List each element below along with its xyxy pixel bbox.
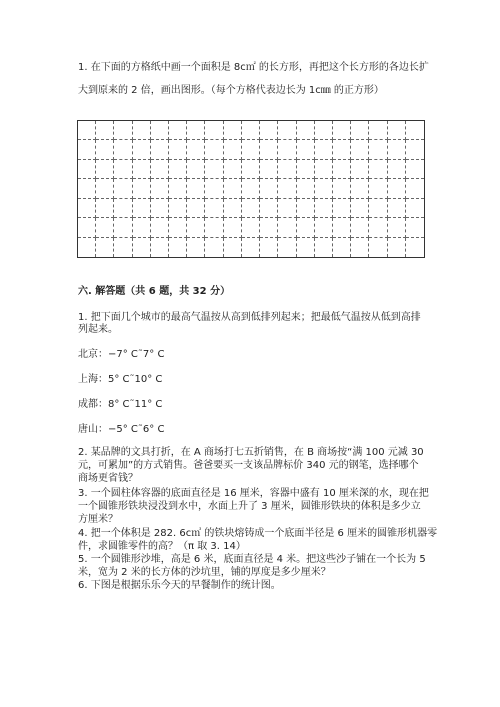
grid-cell bbox=[96, 179, 114, 198]
grid-cell bbox=[351, 160, 369, 179]
grid-cell bbox=[315, 218, 333, 237]
grid-cell bbox=[205, 179, 223, 198]
grid-cell bbox=[96, 218, 114, 237]
grid-cell bbox=[78, 218, 96, 237]
grid-cell bbox=[205, 218, 223, 237]
grid-cell bbox=[388, 121, 406, 140]
grid-cell bbox=[242, 160, 260, 179]
grid-cell bbox=[278, 179, 296, 198]
grid-cell bbox=[333, 179, 351, 198]
grid-cell bbox=[169, 140, 187, 159]
grid-cell bbox=[78, 121, 96, 140]
grid-cell bbox=[242, 218, 260, 237]
grid-cell bbox=[369, 199, 387, 218]
grid-cell bbox=[205, 199, 223, 218]
p2-text-line-2: 元，可累加”的方式销售。爸爸要买一支该品牌标价 340 元的钢笔，选择哪个 bbox=[78, 460, 419, 471]
grid-cell bbox=[297, 199, 315, 218]
grid-cell bbox=[114, 199, 132, 218]
grid-cell bbox=[351, 140, 369, 159]
q1-text-line-1: 1. 在下面的方格纸中画一个面积是 8c㎡ 的长方形，再把这个长方形的各边长扩 bbox=[78, 62, 429, 73]
grid-cell bbox=[224, 179, 242, 198]
grid-cell bbox=[369, 121, 387, 140]
grid-cell bbox=[96, 160, 114, 179]
p3-text-line-2: 一个圆锥形铁块浸没到水中，水面上升了 3 厘米，圆锥形铁块的体积是多少立 bbox=[78, 501, 421, 512]
grid-cell bbox=[78, 238, 96, 257]
grid-cell bbox=[169, 218, 187, 237]
grid-cell bbox=[388, 140, 406, 159]
grid-cell bbox=[114, 218, 132, 237]
grid-cell bbox=[369, 160, 387, 179]
grid-cell bbox=[78, 199, 96, 218]
grid-cell bbox=[260, 160, 278, 179]
grid-cell bbox=[369, 179, 387, 198]
grid-cell bbox=[406, 238, 424, 257]
p2-text-line-1: 2. 某品牌的文具打折，在 A 商场打七五折销售，在 B 商场按“满 100 元减 30 bbox=[78, 447, 424, 458]
grid-cell bbox=[260, 199, 278, 218]
grid-cell bbox=[315, 179, 333, 198]
grid-cell bbox=[278, 238, 296, 257]
grid-cell bbox=[315, 238, 333, 257]
city-temp-chengdu: 成都：8° C˜11° C bbox=[78, 399, 163, 410]
grid-cell bbox=[278, 160, 296, 179]
grid-cell bbox=[133, 160, 151, 179]
grid-cell bbox=[205, 238, 223, 257]
grid-cell bbox=[169, 121, 187, 140]
grid-cell bbox=[260, 238, 278, 257]
grid-cell bbox=[406, 179, 424, 198]
grid-cell bbox=[333, 218, 351, 237]
grid-cell bbox=[406, 160, 424, 179]
grid-cell bbox=[133, 218, 151, 237]
grid-cell bbox=[406, 121, 424, 140]
p3-text-line-3: 方厘米？ bbox=[78, 514, 118, 525]
city-temp-beijing: 北京：−7° C˜7° C bbox=[78, 349, 165, 360]
city-temp-shanghai: 上海：5° C˜10° C bbox=[78, 374, 163, 385]
grid-cell bbox=[78, 179, 96, 198]
grid-cell bbox=[187, 140, 205, 159]
grid-cell bbox=[388, 179, 406, 198]
grid-cell bbox=[242, 238, 260, 257]
grid-cell bbox=[369, 140, 387, 159]
city-temp-tangshan: 唐山：−5° C˜6° C bbox=[78, 424, 165, 435]
grid-cell bbox=[406, 218, 424, 237]
grid-cell bbox=[187, 179, 205, 198]
p5-text-line-2: 米，宽为 2 米的长方体的沙坑里，铺的厚度是多少厘米？ bbox=[78, 567, 331, 578]
grid-cell bbox=[114, 179, 132, 198]
p2-text-line-3: 商场更省钱？ bbox=[78, 473, 138, 484]
grid-cell bbox=[205, 140, 223, 159]
section-title: 六. 解答题（共 6 题，共 32 分） bbox=[78, 286, 231, 297]
grid-cell bbox=[406, 140, 424, 159]
grid-cell bbox=[260, 140, 278, 159]
grid-cell bbox=[351, 199, 369, 218]
grid-cell bbox=[297, 179, 315, 198]
grid-cell bbox=[151, 218, 169, 237]
grid-cell bbox=[388, 238, 406, 257]
grid-cell bbox=[187, 238, 205, 257]
grid-cell bbox=[260, 121, 278, 140]
grid-cell bbox=[224, 218, 242, 237]
grid-cell bbox=[315, 199, 333, 218]
grid-cell bbox=[315, 140, 333, 159]
grid-cell bbox=[114, 140, 132, 159]
p4-text-line-2: 件，求圆锥零件的高？（π 取 3. 14） bbox=[78, 541, 246, 552]
grid-cell bbox=[169, 238, 187, 257]
grid-cell bbox=[278, 121, 296, 140]
grid-cell bbox=[205, 160, 223, 179]
grid-cell bbox=[114, 121, 132, 140]
grid-cell bbox=[133, 179, 151, 198]
grid-cell bbox=[315, 121, 333, 140]
grid-cell bbox=[260, 179, 278, 198]
grid-cell bbox=[224, 238, 242, 257]
grid-cell bbox=[369, 218, 387, 237]
grid-cell bbox=[278, 199, 296, 218]
grid-cell bbox=[151, 238, 169, 257]
grid-cell bbox=[242, 179, 260, 198]
grid-cell bbox=[278, 140, 296, 159]
grid-cell bbox=[96, 140, 114, 159]
grid-cell bbox=[78, 140, 96, 159]
grid-cell bbox=[224, 160, 242, 179]
grid-cell bbox=[78, 160, 96, 179]
grid-cell bbox=[388, 160, 406, 179]
grid-cell bbox=[315, 160, 333, 179]
grid-cell bbox=[151, 179, 169, 198]
grid-cell bbox=[205, 121, 223, 140]
grid-cell bbox=[351, 238, 369, 257]
grid-cell bbox=[133, 121, 151, 140]
grid-cell bbox=[333, 238, 351, 257]
grid-cell bbox=[187, 121, 205, 140]
grid-cell bbox=[406, 199, 424, 218]
grid-cell bbox=[169, 199, 187, 218]
grid-cell bbox=[297, 238, 315, 257]
p6-text-line-1: 6. 下图是根据乐乐今天的早餐制作的统计图。 bbox=[78, 580, 281, 591]
grid-cell bbox=[297, 121, 315, 140]
grid-cell bbox=[96, 199, 114, 218]
grid-cell bbox=[187, 199, 205, 218]
grid-cell bbox=[333, 121, 351, 140]
q1-text-line-2: 大到原来的 2 倍，画出图形。（每个方格代表边长为 1c㎜ 的正方形） bbox=[78, 85, 384, 96]
grid-cell bbox=[260, 218, 278, 237]
grid-cell bbox=[187, 218, 205, 237]
grid-cell bbox=[224, 140, 242, 159]
grid-cell bbox=[242, 121, 260, 140]
grid-paper bbox=[77, 120, 425, 258]
grid-cell bbox=[187, 160, 205, 179]
grid-cell bbox=[242, 140, 260, 159]
grid-cell bbox=[333, 199, 351, 218]
grid-cell bbox=[151, 121, 169, 140]
grid-cell bbox=[369, 238, 387, 257]
grid-cell bbox=[333, 140, 351, 159]
grid-cell bbox=[114, 160, 132, 179]
p3-text-line-1: 3. 一个圆柱体容器的底面直径是 16 厘米，容器中盛有 10 厘米深的水，现在把 bbox=[78, 488, 429, 499]
grid-cell bbox=[351, 179, 369, 198]
grid-cell bbox=[351, 218, 369, 237]
grid-cell bbox=[96, 238, 114, 257]
p1-text-line-1: 1. 把下面几个城市的最高气温按从高到低排列起来；把最低气温按从低到高排 bbox=[78, 312, 421, 323]
grid-cell bbox=[297, 140, 315, 159]
grid-cell bbox=[242, 199, 260, 218]
grid-cell bbox=[388, 218, 406, 237]
grid-cell bbox=[114, 238, 132, 257]
grid-cell bbox=[388, 199, 406, 218]
grid-cell bbox=[151, 199, 169, 218]
p1-text-line-2: 列起来。 bbox=[78, 324, 118, 335]
grid-cell bbox=[224, 121, 242, 140]
grid-cell bbox=[151, 140, 169, 159]
grid-cell bbox=[169, 179, 187, 198]
grid-cell bbox=[278, 218, 296, 237]
grid-cell bbox=[224, 199, 242, 218]
grid-cell bbox=[151, 160, 169, 179]
grid-cell bbox=[133, 140, 151, 159]
grid-cell bbox=[96, 121, 114, 140]
grid-cell bbox=[297, 160, 315, 179]
grid-cell bbox=[297, 218, 315, 237]
grid-cell bbox=[169, 160, 187, 179]
grid-cell bbox=[133, 238, 151, 257]
grid-cell bbox=[351, 121, 369, 140]
p4-text-line-1: 4. 把一个体积是 282. 6c㎥ 的铁块熔铸成一个底面半径是 6 厘米的圆锥形机器零 bbox=[78, 528, 438, 539]
p5-text-line-1: 5. 一个圆锥形沙堆，高是 6 米，底面直径是 4 米。把这些沙子铺在一个长为 5 bbox=[78, 554, 426, 565]
grid-cell bbox=[333, 160, 351, 179]
grid-cell bbox=[133, 199, 151, 218]
